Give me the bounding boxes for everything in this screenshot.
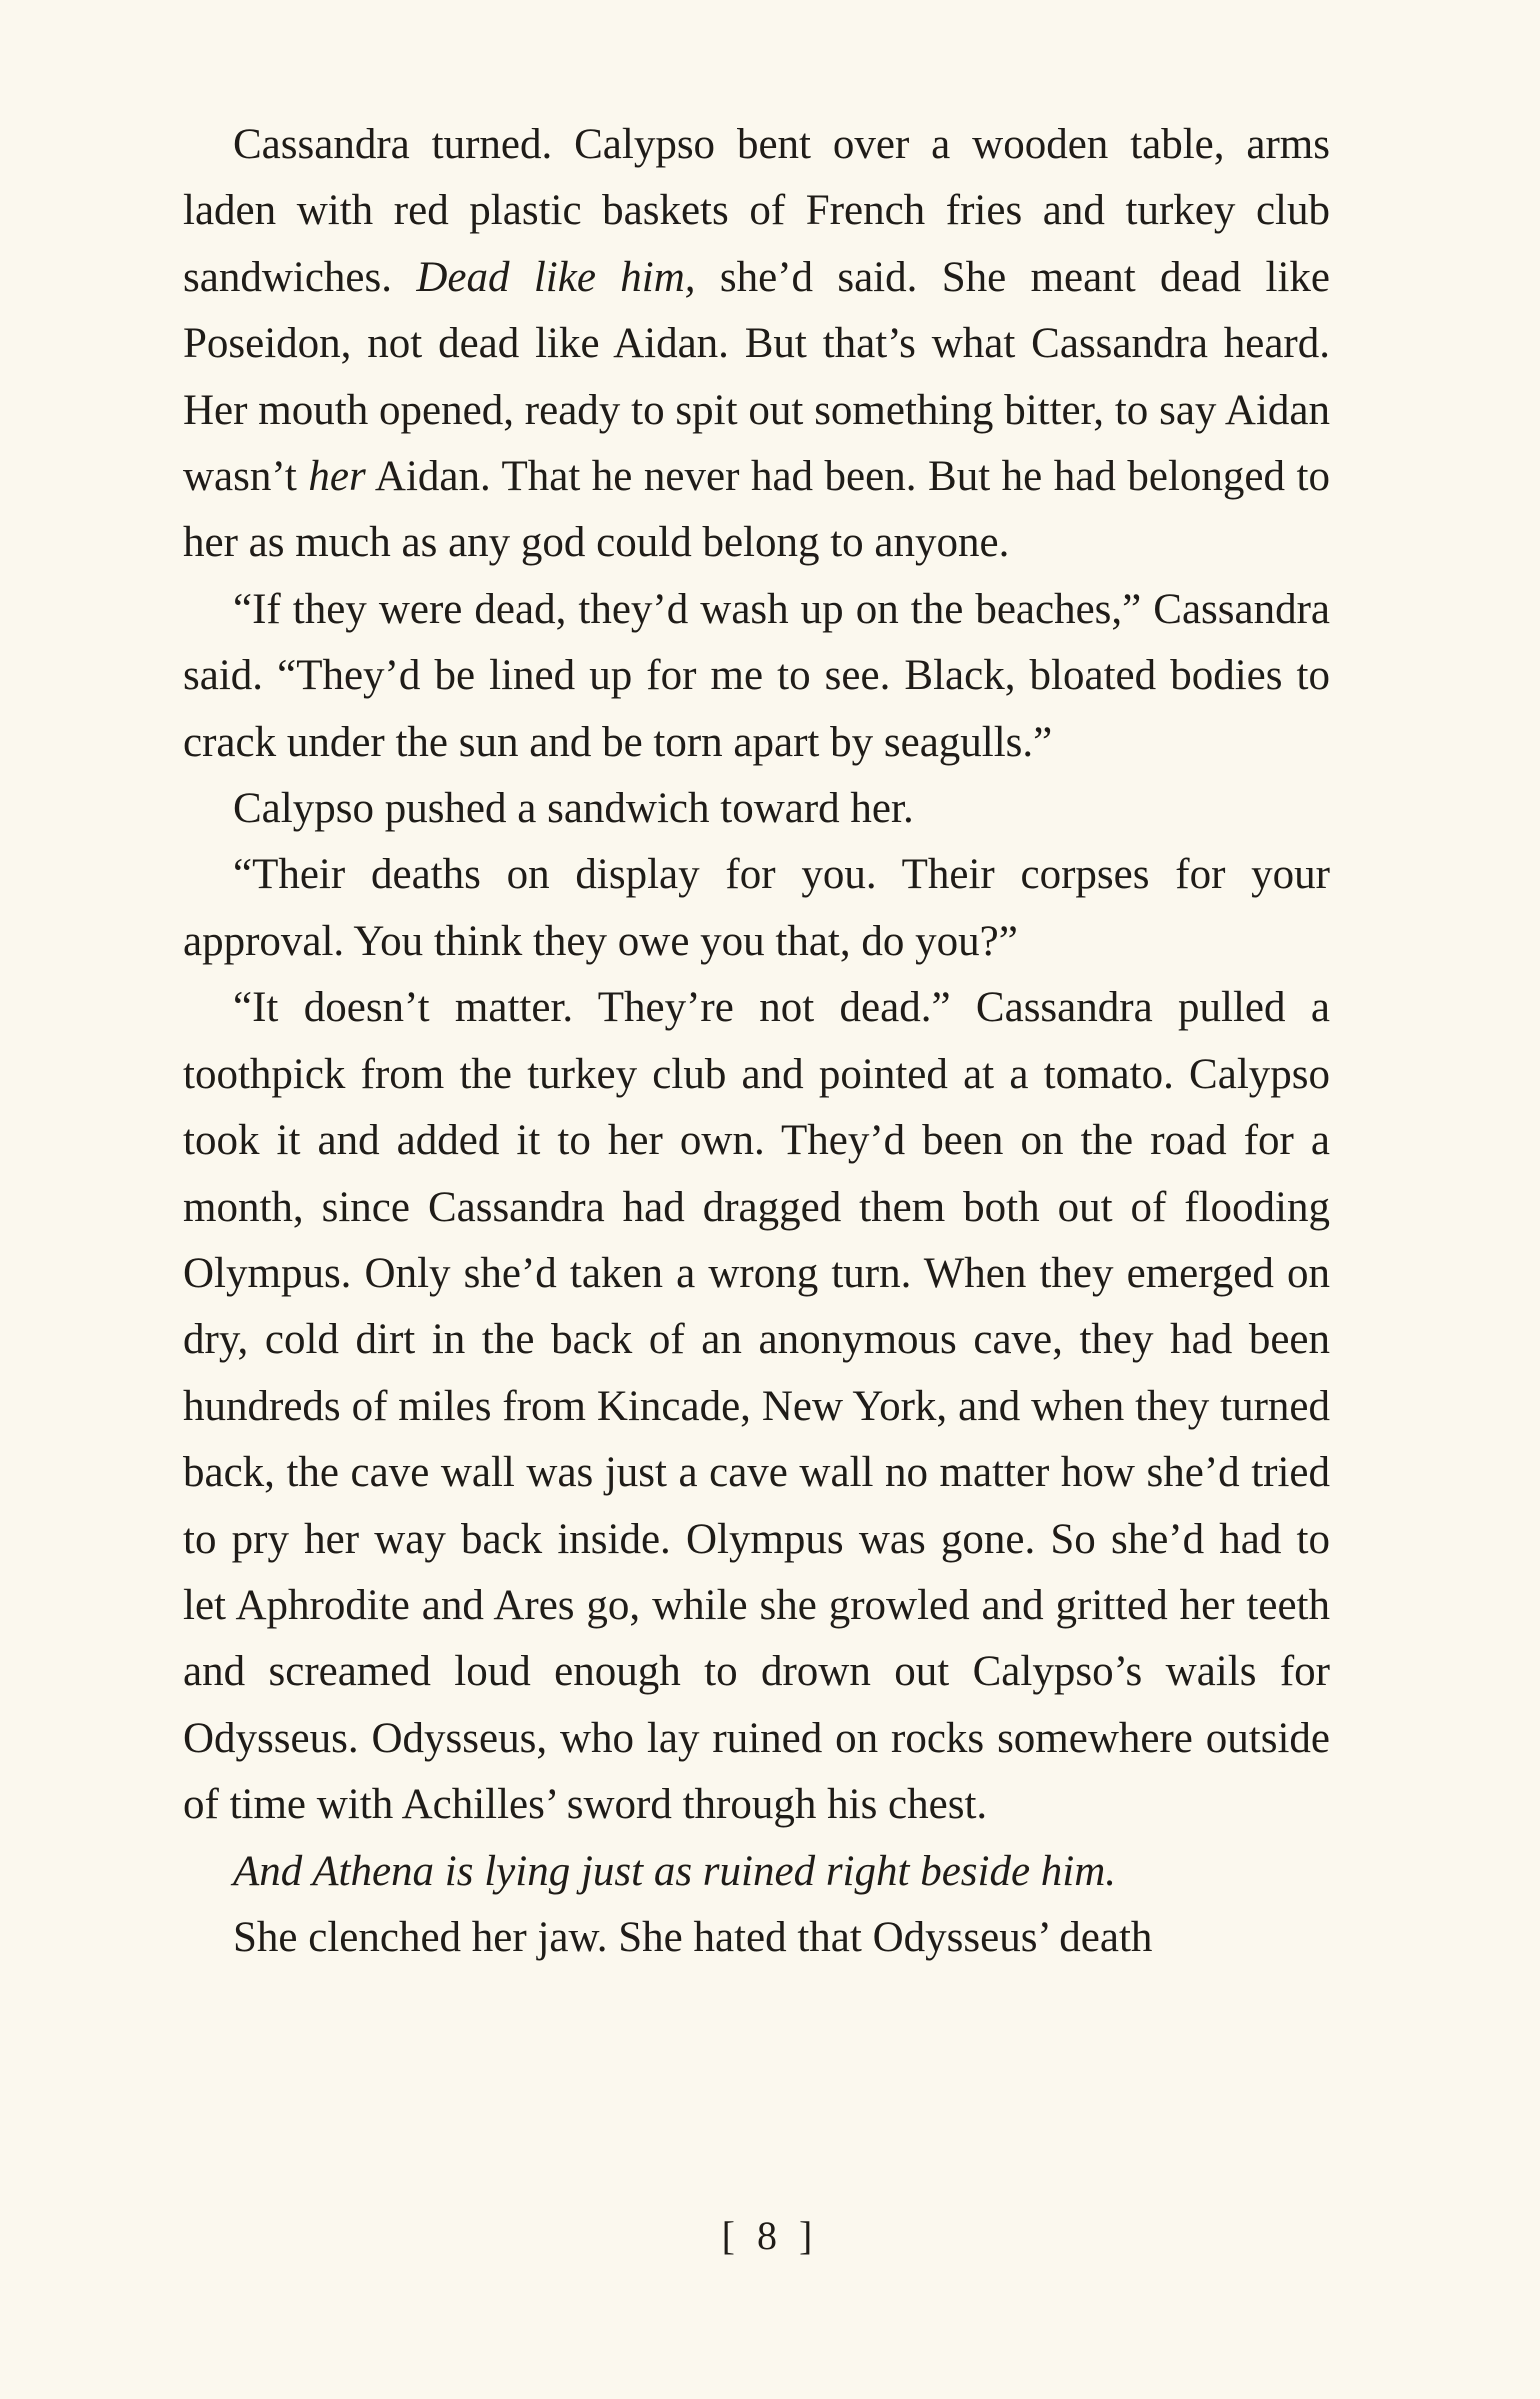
text-span: she’d said. She meant dead like Poseidon, not dead like Aidan. But that’s what Cassandra heard. Her mouth opened, ready to spit out something bitter, to say Aidan wasn’t bbox=[183, 253, 1331, 501]
paragraph bbox=[183, 975, 1330, 1838]
paragraph bbox=[183, 1839, 1330, 1905]
text-span: She clenched her jaw. She hated that Odysseus’ death bbox=[233, 1913, 1153, 1961]
paragraph bbox=[183, 1905, 1330, 1971]
paragraph bbox=[183, 112, 1330, 577]
text-span: “Their deaths on display for you. Their corpses for your approval. You think they owe you that, do you?” bbox=[183, 851, 1330, 965]
italic-text: her bbox=[308, 453, 366, 501]
page-number: [ 8 ] bbox=[721, 2213, 819, 2258]
body-text bbox=[183, 112, 1330, 1971]
paragraph bbox=[183, 776, 1330, 842]
paragraph bbox=[183, 577, 1330, 776]
text-span: Aidan. That he never had been. But he had belonged to her as much as any god could belong to anyone. bbox=[183, 453, 1330, 567]
paragraph bbox=[183, 842, 1330, 975]
text-span: Calypso pushed a sandwich toward her. bbox=[233, 785, 914, 833]
italic-text: And Athena is lying just as ruined right beside him. bbox=[233, 1847, 1117, 1895]
text-span: Cassandra turned. Calypso bent over a wooden table, arms laden with red plastic baskets of French fries and turkey club sandwiches. bbox=[183, 121, 1330, 301]
text-span: “If they were dead, they’d wash up on the beaches,” Cassandra said. “They’d be lined up for me to see. Black, bloated bodies to crack under the sun and be torn apart by seagulls.” bbox=[183, 585, 1330, 766]
text-span: “It doesn’t matter. They’re not dead.” Cassandra pulled a toothpick from the turkey club and pointed at a tomato. Calypso took it and added it to her own. They’d been on the road for a month, since Cassandra had dragged them both out of flooding Olympus. Only she’d taken a wrong turn. When they emerged on dry, cold dirt in the back of an anonymous cave, they had been hundreds of miles from Kincade, New York, and when they turned back, the cave wall was just a cave wall no matter how she’d tried to pry her way back inside. Olympus was gone. So she’d had to let Aphrodite and Ares go, while she growled and gritted her teeth and screamed loud enough to drown out Calypso’s wails for Odysseus. Odysseus, who lay ruined on rocks somewhere outside of time with Achilles’ sword through his chest. bbox=[183, 984, 1330, 1829]
italic-text: Dead like him, bbox=[416, 253, 696, 301]
